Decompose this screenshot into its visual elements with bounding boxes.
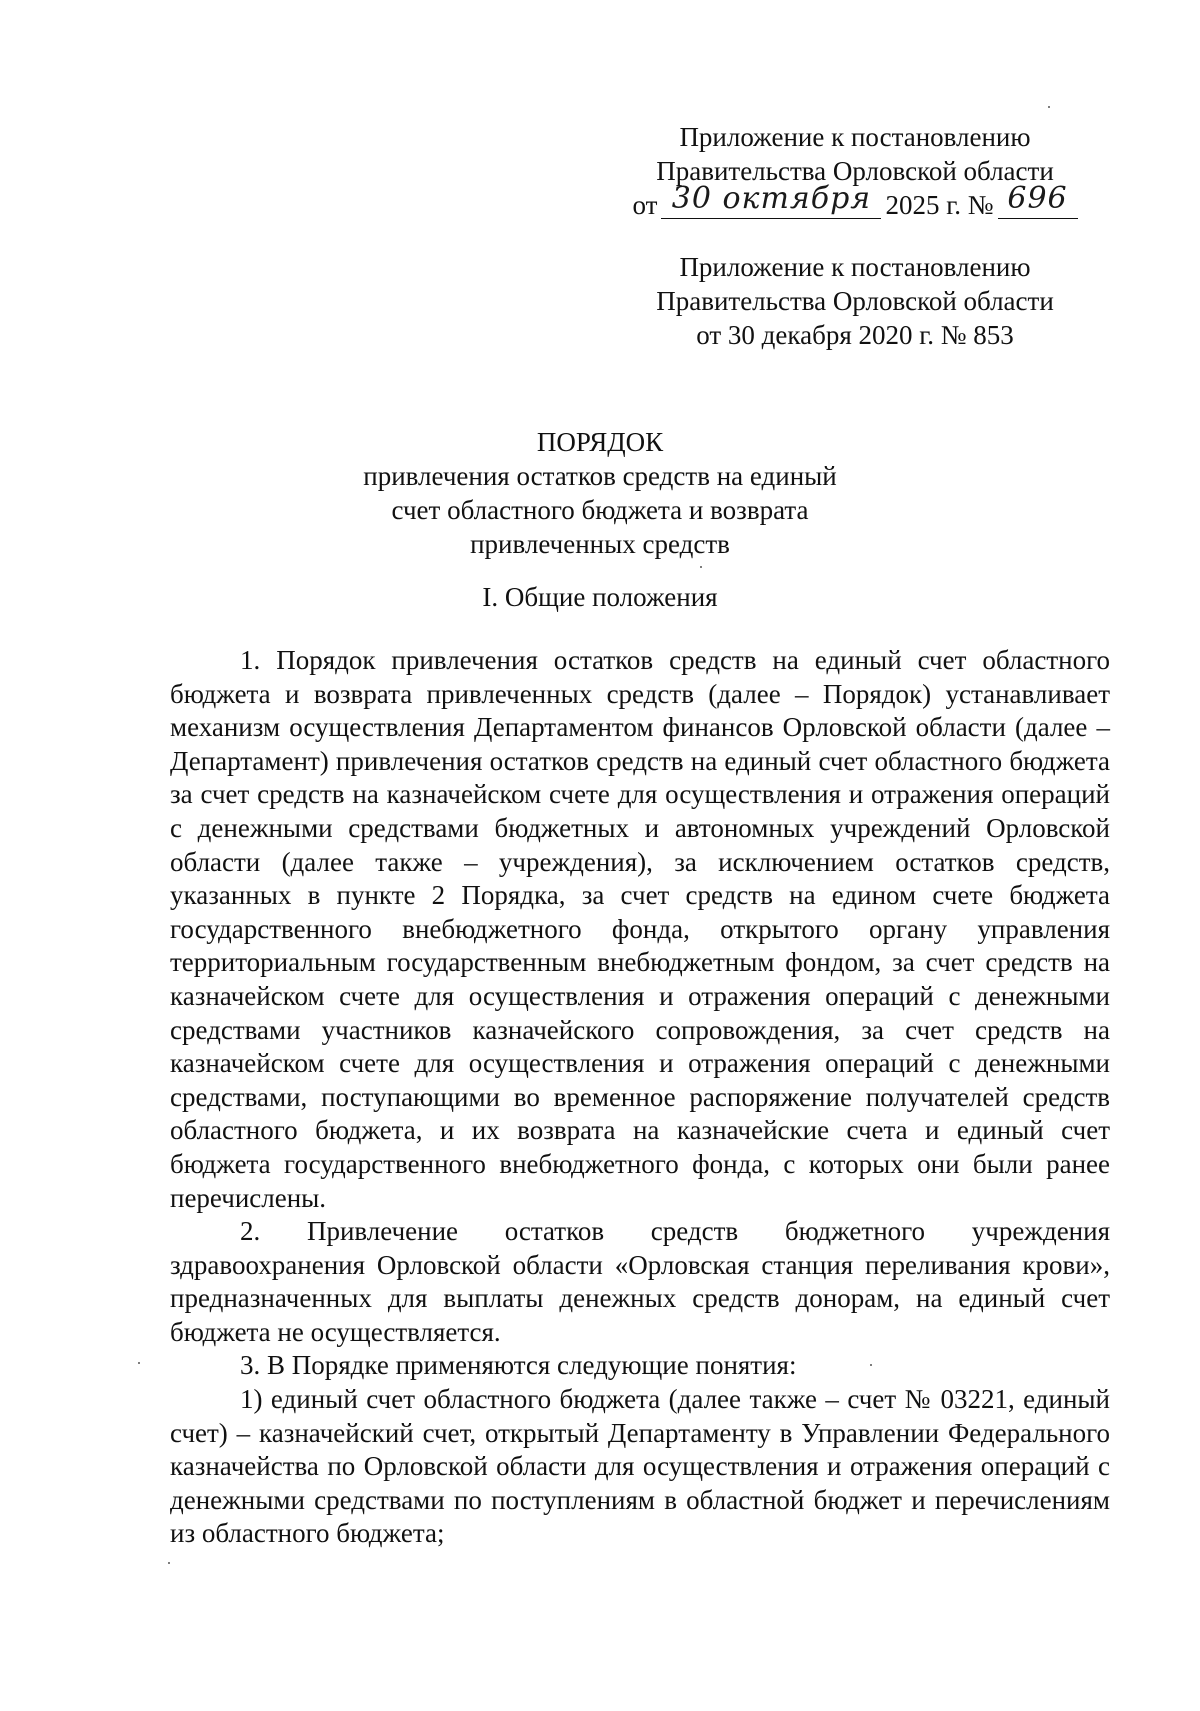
scan-speck bbox=[138, 1362, 140, 1364]
document-title bbox=[300, 425, 900, 561]
attachment-line-2: Правительства Орловской области bbox=[656, 286, 1054, 316]
title-line-2: привлечения остатков средств на единый bbox=[363, 461, 837, 491]
handwritten-number: 696 bbox=[1007, 181, 1068, 216]
paragraph-1: 1. Порядок привлечения остатков средств на единый счет областного бюджета и возврата привлеченных средств (далее – Порядок) устанавливает механизм осуществления Департаментом финансов Орловской области (далее – Департамент) привлечения остатков средств на единый счет областного бюджета за счет средств на казначейском счете для осуществления и отражения операций с денежными средствами бюджетных и автономных учреждений Орловской области (далее также – учреждения), за исключением остатков средств, указанных в пункте 2 Порядка, за счет средств на едином счете бюджета государственного внебюджетного фонда, открытого органу управления территориальным государственным внебюджетным фондом, за счет средств на казначейском счете для осуществления и отражения операций с денежными средствами участников казначейского сопровождения, за счет средств на казначейском счете для осуществления и отражения операций с денежными средствами, поступающими во временное распоряжение получателей средств областного бюджета, и их возврата на казначейские счета и единый счет бюджета государственного внебюджетного фонда, с которых они были ранее перечислены. bbox=[170, 645, 1110, 1213]
attachment-date-line bbox=[620, 181, 1090, 222]
attachment-line-1: Приложение к постановлению bbox=[679, 122, 1031, 152]
handwritten-number-field bbox=[998, 181, 1078, 219]
attachment-line-2: Правительства Орловской области bbox=[656, 156, 1054, 186]
handwritten-date: 30 октября bbox=[671, 181, 872, 216]
scan-speck bbox=[1048, 106, 1050, 108]
document-body bbox=[170, 644, 1110, 1551]
year-label: 2025 г. № bbox=[885, 190, 994, 220]
attachment-header-original bbox=[620, 250, 1090, 352]
paragraph-2: 2. Привлечение остатков средств бюджетного учреждения здравоохранения Орловской области «Орловская станция переливания крови», предназначенных для выплаты денежных средств донорам, на единый счет бюджета не осуществляется. bbox=[170, 1216, 1110, 1347]
section-heading: I. Общие положения bbox=[482, 582, 718, 612]
handwritten-date-field bbox=[661, 181, 881, 219]
paragraph-3: 3. В Порядке применяются следующие понятия: bbox=[240, 1350, 797, 1381]
attachment-header-new bbox=[620, 120, 1090, 222]
title-line-3: счет областного бюджета и возврата bbox=[391, 495, 809, 525]
title-line-4: привлеченных средств bbox=[470, 529, 730, 559]
attachment-line-1: Приложение к постановлению bbox=[679, 252, 1031, 282]
paragraph-4: 1) единый счет областного бюджета (далее также – счет № 03221, единый счет) – казначейский счет, открытый Департаменту в Управлении Федерального казначейства по Орловской области для осуществления и отражения операций с денежными средствами по поступлениям в областной бюджет и перечислениям из областного бюджета; bbox=[170, 1384, 1110, 1549]
title-line-1: ПОРЯДОК bbox=[536, 427, 664, 457]
scan-speck bbox=[870, 1364, 872, 1366]
attachment-line-3: от 30 декабря 2020 г. № 853 bbox=[696, 320, 1014, 350]
date-prefix: от bbox=[632, 190, 658, 220]
scan-speck bbox=[168, 1562, 170, 1564]
scan-speck bbox=[700, 566, 702, 568]
